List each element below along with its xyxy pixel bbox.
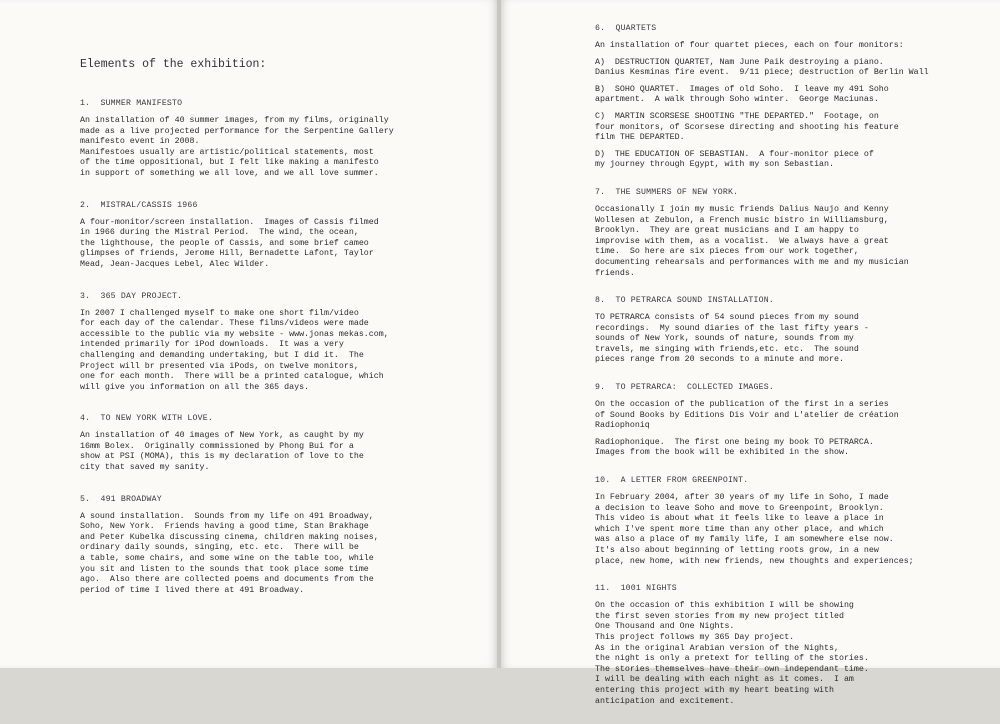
text-line: I will be dealing with each night as it comes. I am [595, 675, 854, 685]
text-line: which I've spent more time than any other place, and which [595, 524, 884, 534]
right-page [501, 0, 1000, 706]
text-line: ago. Also there are collected poems and documents from the [80, 575, 374, 585]
text-line: pieces range from 20 seconds to a minute and more. [595, 355, 844, 365]
text-line: place, new home, with new friends, new thoughts and experiences; [595, 556, 914, 566]
text-line: was also a place of my family life, I am somewhere else now. [595, 535, 894, 545]
text-line: A) DESTRUCTION QUARTET, Nam June Paik destroying a piano. [595, 57, 884, 67]
section-heading: 2. MISTRAL/CASSIS 1966 [80, 200, 198, 210]
text-line: recordings. My sound diaries of the last fifty years - [595, 323, 869, 333]
text-line: As in the original Arabian version of the Nights, [595, 643, 839, 653]
text-line: a decision to leave Soho and move to Greenpoint, Brooklyn. [595, 503, 884, 513]
text-line: my journey through Egypt, with my son Sebastian. [595, 160, 834, 170]
section-heading: 11. 1001 NIGHTS [595, 584, 677, 594]
text-line: entering this project with my heart beating with [595, 685, 834, 695]
text-line: manifesto event in 2008. [80, 137, 200, 147]
text-line: challenging and demanding undertaking, but I did it. The [80, 350, 364, 360]
text-line: accessible to the public via my website - www.jonas mekas.com, [80, 329, 389, 339]
text-line: An installation of 40 images of New York, as caught by my [80, 431, 364, 441]
text-line: documenting rehearsals and performances with me and my musician [595, 257, 909, 267]
text-line: made as a live projected performance for the Serpentine Gallery [80, 126, 394, 136]
text-line: One Thousand and One Nights. [595, 622, 735, 632]
left-page [0, 0, 497, 668]
text-line: A four-monitor/screen installation. Images of Cassis filmed [80, 217, 379, 227]
text-line: TO PETRARCA consists of 54 sound pieces from my sound [595, 313, 859, 323]
text-line: Brooklyn. They are great musicians and I am happy to [595, 226, 859, 236]
text-line: show at PSI (MOMA), this is my declaration of love to the [80, 452, 364, 462]
exhibition-section [595, 383, 995, 459]
text-line: On the occasion of this exhibition I will be showing [595, 601, 854, 611]
text-line: travels, me singing with friends,etc. etc. The sound [595, 344, 859, 354]
exhibition-section [80, 292, 485, 394]
text-line: It's also about beginning of letting roots grow, in a new [595, 546, 879, 555]
text-line: of Sound Books by Editions Dis Voir and L'atelier de création [595, 410, 899, 420]
right-sections [595, 24, 995, 707]
text-line: friends. [595, 268, 635, 278]
text-line: time. So here are six pieces from our work together, [595, 247, 859, 257]
text-line: and Peter Kubelka discussing cinema, children making noises, [80, 532, 379, 542]
exhibition-section [595, 584, 995, 707]
section-heading: 8. TO PETRARCA SOUND INSTALLATION. [595, 296, 774, 306]
text-line: Radiophoniq [595, 421, 650, 431]
right-column [595, 24, 995, 724]
text-line: C) MARTIN SCORSESE SHOOTING "THE DEPARTED." Footage, on [595, 111, 879, 121]
text-line: of the time oppositional, but I felt like making a manifesto [80, 158, 379, 168]
text-line: period of time I lived there at 491 Broadway. [80, 585, 305, 595]
text-line: Occasionally I join my music friends Dalius Naujo and Kenny [595, 204, 889, 214]
text-line: apartment. A walk through Soho winter. George Maciunas. [595, 95, 879, 105]
text-line: An installation of four quartet pieces, each on four monitors: [595, 41, 904, 50]
section-heading: 6. QUARTETS [595, 24, 657, 33]
text-line: city that saved my sanity. [80, 463, 210, 473]
text-line: intended primarily for iPod downloads. It was a very [80, 340, 344, 350]
left-sections [80, 99, 485, 596]
text-line: one for each month. There will be a printed catalogue, which [80, 372, 384, 382]
text-line: On the occasion of the publication of the first in a series [595, 400, 889, 410]
exhibition-section [80, 414, 485, 473]
text-line: in support of something we all love, and we all love summer. [80, 168, 379, 178]
text-line: you sit and listen to the sounds that took place some time [80, 564, 369, 574]
text-line: In February 2004, after 30 years of my life in Soho, I made [595, 493, 889, 503]
text-line: glimpses of friends, Jerome Hill, Bernadette Lafont, Taylor [80, 249, 374, 259]
text-line: will give you information on all the 365 days. [80, 382, 310, 392]
text-line: Soho, New York. Friends having a good time, Stan Brakhage [80, 522, 369, 532]
exhibition-section [595, 476, 995, 567]
text-line: A sound installation. Sounds from my life on 491 Broadway, [80, 511, 374, 521]
text-line: This project follows my 365 Day project. [595, 632, 795, 642]
section-heading: 5. 491 BROADWAY [80, 494, 162, 504]
text-line: Danius Kesminas fire event. 9/11 piece; destruction of Berlin Wall [595, 68, 929, 78]
exhibition-section [595, 188, 995, 279]
text-line: film THE DEPARTED. [595, 133, 685, 143]
text-line: Mead, Jean-Jacques Lebel, Alec Wilder. [80, 259, 270, 269]
text-line: The stories themselves have their own independant time. [595, 664, 869, 674]
text-line: An installation of 40 summer images, from my films, originally [80, 116, 389, 125]
text-line: Radiophonique. The first one being my book TO PETRARCA. [595, 437, 874, 447]
text-line: Manifestoes usually are artistic/political statements, most [80, 147, 374, 157]
section-heading: 3. 365 DAY PROJECT. [80, 291, 183, 301]
text-line: ordinary daily sounds, singing, etc. etc. There will be [80, 543, 359, 553]
text-line: In 2007 I challenged myself to make one short film/video [80, 308, 359, 318]
page-title: Elements of the exhibition: [80, 58, 267, 71]
exhibition-section [80, 201, 485, 271]
text-line: for each day of the calendar. These films/videos were made [80, 319, 369, 329]
text-line: Project will br presented via iPods, on twelve monitors, [80, 361, 359, 371]
text-line: Images from the book will be exhibited in the show. [595, 448, 849, 458]
text-line: sounds of New York, sounds of nature, sounds from my [595, 334, 854, 344]
exhibition-section [595, 24, 995, 171]
text-line: four monitors, of Scorsese directing and shooting his feature [595, 122, 899, 132]
exhibition-section [595, 296, 995, 366]
exhibition-section [80, 99, 485, 180]
text-line: D) THE EDUCATION OF SEBASTIAN. A four-monitor piece of [595, 149, 874, 159]
section-heading: 10. A LETTER FROM GREENPOINT. [595, 476, 749, 486]
text-line: This video is about what it feels like to leave a place in [595, 514, 884, 524]
text-line: the night is only a pretext for telling of the stories. [595, 654, 869, 664]
text-line: the first seven stories from my new project titled [595, 611, 844, 621]
section-heading: 7. THE SUMMERS OF NEW YORK. [595, 187, 739, 197]
text-line: anticipation and excitement. [595, 696, 735, 706]
text-line: B) SOHO QUARTET. Images of old Soho. I leave my 491 Soho [595, 84, 889, 94]
left-column [80, 0, 485, 617]
text-line: 16mm Bolex. Originally commissioned by Phong Bui for a [80, 441, 354, 451]
text-line: improvise with them, as a vocalist. We always have a great [595, 236, 889, 246]
section-heading: 1. SUMMER MANIFESTO [80, 99, 183, 108]
text-line: in 1966 during the Mistral Period. The wind, the ocean, [80, 228, 359, 238]
text-line: Wollesen at Zebulon, a French music bistro in Williamsburg, [595, 215, 889, 225]
text-line: a table, some chairs, and some wine on the table too, while [80, 554, 374, 564]
text-line: the lighthouse, the people of Cassis, and some brief cameo [80, 238, 369, 248]
section-heading: 9. TO PETRARCA: COLLECTED IMAGES. [595, 383, 774, 393]
section-heading: 4. TO NEW YORK WITH LOVE. [80, 414, 213, 424]
exhibition-section [80, 495, 485, 597]
